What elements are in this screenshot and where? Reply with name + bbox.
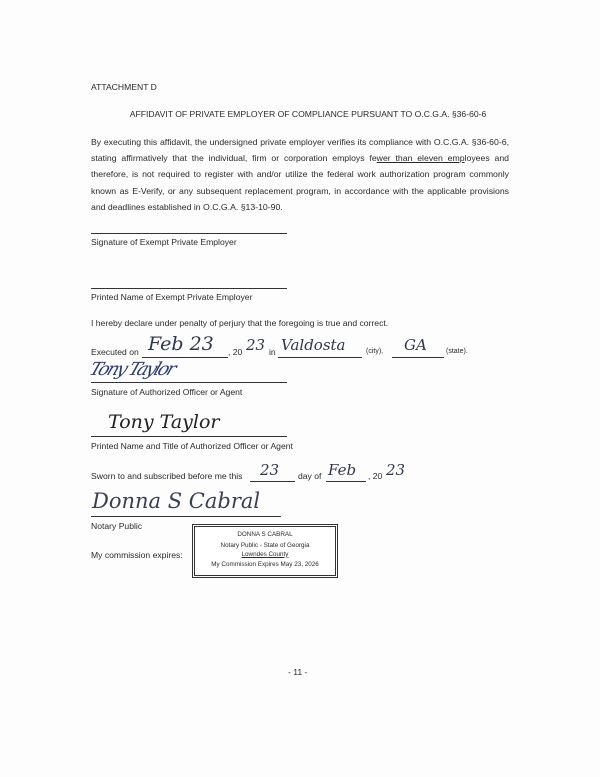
declaration-text: I hereby declare under penalty of perjury that the foregoing is true and correct. [91,318,389,328]
paragraph-text-end: loyees and therefore, is not required to register with and/or utilize the federal work authorization program commonly known as E-Verify, or any subsequent replacement program, in accordance with the applicable provisions and deadlines established in O.C.G.A. §13-10-90. [91,153,509,212]
sworn-year-prefix: , 20 [368,471,383,481]
sworn-month: Feb [328,461,357,479]
notary-public-label: Notary Public [91,521,143,531]
sworn-day: 23 [260,461,280,479]
notary-stamp [192,524,338,578]
state-line [392,357,444,358]
officer-signature-label: Signature of Authorized Officer or Agent [91,387,243,397]
commission-label: My commission expires: [91,550,183,560]
executed-state: GA [404,336,427,354]
signature-line [91,233,287,234]
attachment-label: ATTACHMENT D [91,82,157,92]
stamp-county: Lowndes County [241,550,289,558]
officer-printed-name: Tony Taylor [108,411,220,433]
stamp-title: Notary Public - State of Georgia [220,541,310,549]
city-line [278,357,362,358]
officer-signature: Tony Taylor [86,359,178,380]
officer-signature-line [91,382,287,383]
paragraph-underlined: wer than eleven emp [376,153,465,164]
paragraph-text: By executing this affidavit, the undersigned private employer verifies its compliance with O.C.G.A. §36-60-6, stating affirmatively that the individual, firm or corporation employs fe [91,137,509,164]
exempt-printed-name-label: Printed Name of Exempt Private Employer [91,292,253,302]
state-label: (state). [446,348,468,355]
sworn-prefix: Sworn to and subscribed before me this [91,471,243,481]
month-line [326,481,366,482]
day-line [250,481,295,482]
executed-city: Valdosta [281,336,346,354]
printed-name-line [91,288,287,289]
year-prefix: , 20 [228,347,243,357]
page-number: - 11 - [288,667,308,677]
date-line [142,357,228,358]
in-label: in [269,347,276,357]
stamp-name: DONNA S CABRAL [237,531,293,538]
executed-year: 23 [246,336,266,354]
officer-name-line [91,436,287,437]
exempt-signature-label: Signature of Exempt Private Employer [91,237,237,247]
executed-date: Feb 23 [148,333,214,355]
notary-signature: Donna S Cabral [92,489,261,513]
officer-name-label: Printed Name and Title of Authorized Officer or Agent [91,441,293,451]
notary-signature-line [91,516,281,517]
city-label: (city), [366,348,384,355]
executed-prefix: Executed on [91,347,139,357]
affidavit-paragraph [91,134,509,215]
day-of-label: day of [298,471,322,481]
stamp-expiration: My Commission Expires May 23, 2026 [211,560,319,568]
sworn-year: 23 [386,461,406,479]
document-title: AFFIDAVIT OF PRIVATE EMPLOYER OF COMPLIANCE PURSUANT TO O.C.G.A. §36-60-6 [129,109,487,119]
